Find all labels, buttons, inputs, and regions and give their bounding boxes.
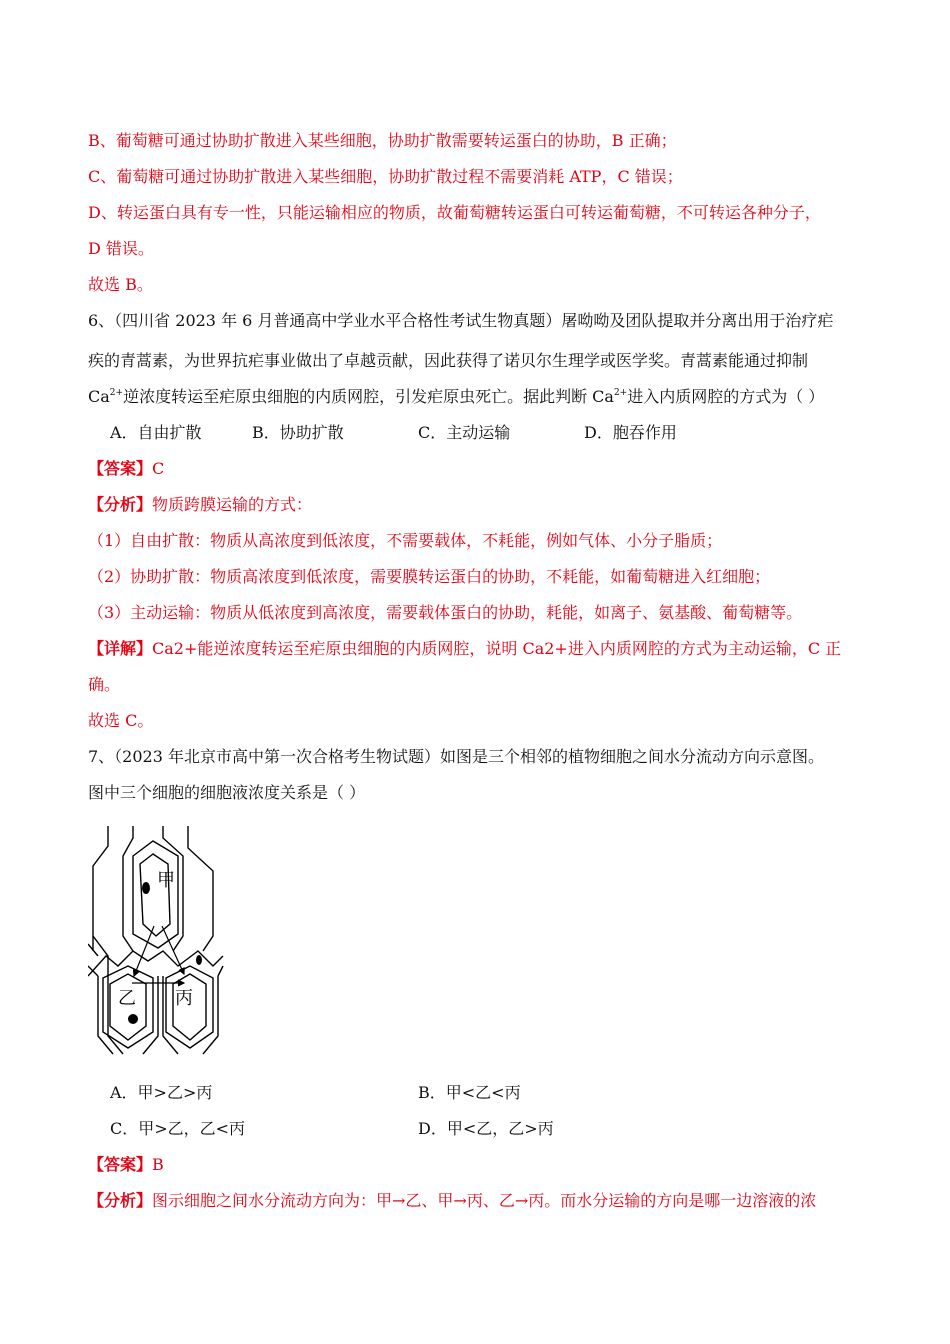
label-yi: 乙 [118,988,136,1009]
q6-choice: 故选 C。 [88,711,154,730]
q7-stem-line1: 7、（2023 年北京市高中第一次合格考生物试题）如图是三个相邻的植物细胞之间水分流动方向示意图。 [88,747,824,766]
q7-option-b: B．甲<乙<丙 [418,1083,521,1102]
prev-option-c-explanation: C、葡萄糖可通过协助扩散进入某些细胞，协助扩散过程不需要消耗 ATP，C 错误； [88,167,683,186]
q6-analysis: 【分析】物质跨膜运输的方式： [88,495,313,514]
q6-detail: 【详解】Ca2+能逆浓度转运至疟原虫细胞的内质网腔，说明 Ca2+进入内质网腔的方式为主动运输，C 正 [88,639,842,658]
q7-option-a: A．甲>乙>丙 [110,1083,213,1102]
q7-option-c: C．甲>乙，乙<丙 [110,1119,246,1138]
plant-cells-water-flow-diagram [88,826,228,1056]
q7-analysis: 【分析】图示细胞之间水分流动方向为：甲→乙、甲→丙、乙→丙。而水分运输的方向是哪一边溶液的浓 [88,1191,817,1210]
q6-stem-line2: 疾的青蒿素，为世界抗疟事业做出了卓越贡献，因此获得了诺贝尔生理学或医学奖。青蒿素能通过抑制 [88,351,809,370]
label-bing: 丙 [175,988,193,1009]
q6-option-a: A．自由扩散 [110,423,202,442]
q7-stem-line2: 图中三个细胞的细胞液浓度关系是（ ） [88,783,366,802]
q6-answer: 【答案】C [88,459,165,478]
prev-option-b-explanation: B、葡萄糖可通过协助扩散进入某些细胞，协助扩散需要转运蛋白的协助，B 正确； [88,131,677,150]
q6-option-d: D．胞吞作用 [584,423,677,442]
q6-analysis-item1: （1）自由扩散：物质从高浓度到低浓度，不需要载体，不耗能，例如气体、小分子脂质； [88,531,723,550]
q6-stem-line3: $Ca^{2+}$逆浓度转运至疟原虫细胞的内质网腔，引发疟原虫死亡。据此判断 $Ca^{2+}$进入内质网腔的方式为（ ） [88,387,825,406]
q7-answer: 【答案】B [88,1155,164,1174]
label-jia: 甲 [157,870,175,891]
q6-analysis-item3: （3）主动运输：物质从低浓度到高浓度，需要载体蛋白的协助，耗能，如离子、氨基酸、葡萄糖等。 [88,603,803,622]
prev-choice: 故选 B。 [88,275,153,294]
q6-option-b: B．协助扩散 [252,423,344,442]
prev-option-d-explanation-cont: D 错误。 [88,239,154,258]
q6-detail-cont: 确。 [88,675,121,694]
q6-stem-line1: 6、（四川省 2023 年 6 月普通高中学业水平合格性考试生物真题）屠呦呦及团队提取并分离出用于治疗疟 [88,311,834,330]
prev-option-d-explanation: D、转运蛋白具有专一性，只能运输相应的物质，故葡萄糖转运蛋白可转运葡萄糖，不可转运各种分子， [88,203,821,222]
q6-option-c: C．主动运输 [418,423,511,442]
q7-option-d: D．甲<乙，乙>丙 [418,1119,554,1138]
q6-analysis-item2: （2）协助扩散：物质高浓度到低浓度，需要膜转运蛋白的协助，不耗能，如葡萄糖进入红细胞； [88,567,771,586]
